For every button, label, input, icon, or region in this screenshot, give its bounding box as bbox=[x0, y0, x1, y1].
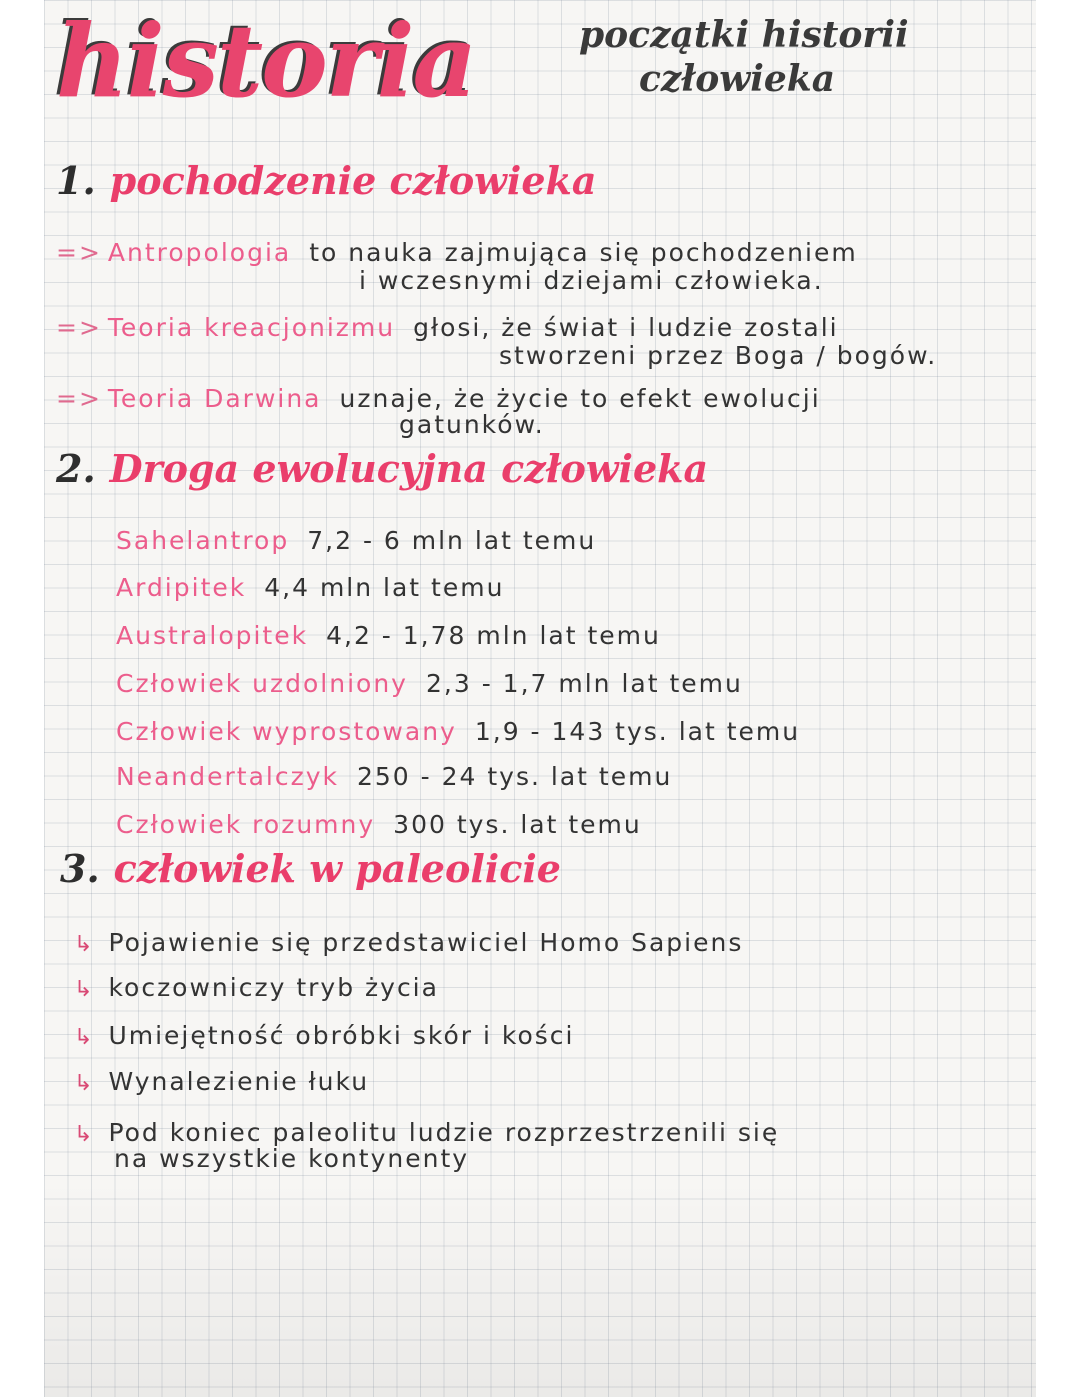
list-item bbox=[74, 1021, 574, 1050]
section-1-number: 1. bbox=[56, 158, 96, 203]
evolution-item bbox=[116, 669, 743, 698]
section-3-number: 3. bbox=[60, 846, 100, 891]
evolution-item bbox=[116, 717, 800, 746]
arrow-icon: => bbox=[56, 384, 102, 413]
definition-text-line-1: głosi, że świat i ludzie zostali bbox=[413, 313, 839, 342]
definition-term: Teoria kreacjonizmu bbox=[107, 313, 396, 342]
definition-text-line-1: uznaje, że życie to efekt ewolucji bbox=[339, 384, 821, 413]
arrow-icon: ↳ bbox=[74, 1122, 95, 1147]
species-time: 7,2 - 6 mln lat temu bbox=[307, 526, 597, 555]
arrow-icon: ↳ bbox=[74, 977, 95, 1002]
evolution-item bbox=[116, 762, 672, 791]
list-item-text-line-1: Pod koniec paleolitu ludzie rozprzestrzenili się bbox=[108, 1118, 780, 1147]
arrow-icon: ↳ bbox=[74, 1025, 95, 1050]
definition-text-line-1: to nauka zajmująca się pochodzeniem bbox=[309, 238, 858, 267]
evolution-item bbox=[116, 810, 642, 839]
arrow-icon: => bbox=[56, 313, 102, 342]
species-time: 1,9 - 143 tys. lat temu bbox=[474, 717, 801, 746]
species-name: Sahelantrop bbox=[116, 526, 290, 555]
subtitle-line-2: człowieka bbox=[639, 58, 836, 100]
definition-term: Teoria Darwina bbox=[107, 384, 322, 413]
definition-item bbox=[56, 238, 858, 267]
species-time: 4,2 - 1,78 mln lat temu bbox=[326, 621, 661, 650]
arrow-icon: => bbox=[56, 238, 102, 267]
definition-item bbox=[56, 313, 839, 342]
section-2-number: 2. bbox=[56, 446, 96, 491]
list-item-text-line-2: na wszystkie kontynenty bbox=[114, 1144, 470, 1173]
species-name: Człowiek wyprostowany bbox=[116, 717, 457, 746]
species-name: Ardipitek bbox=[116, 573, 247, 602]
section-2-title: Droga ewolucyjna człowieka bbox=[109, 446, 709, 491]
arrow-icon: ↳ bbox=[74, 1071, 95, 1096]
list-item-text: Wynalezienie łuku bbox=[108, 1067, 370, 1096]
list-item bbox=[74, 1067, 369, 1096]
list-item-text: koczowniczy tryb życia bbox=[108, 973, 439, 1002]
page-title: historia bbox=[56, 2, 476, 120]
species-name: Australopitek bbox=[116, 621, 309, 650]
species-name: Człowiek uzdolniony bbox=[116, 669, 408, 698]
list-item-text: Pojawienie się przedstawiciel Homo Sapiens bbox=[108, 928, 744, 957]
section-1-heading bbox=[56, 158, 596, 203]
species-time: 2,3 - 1,7 mln lat temu bbox=[425, 669, 743, 698]
definition-text-line-2: stworzeni przez Boga / bogów. bbox=[499, 341, 938, 370]
species-name: Człowiek rozumny bbox=[116, 810, 376, 839]
notebook-page bbox=[44, 0, 1036, 1397]
evolution-item bbox=[116, 573, 504, 602]
section-3-title: człowiek w paleolicie bbox=[113, 846, 561, 891]
definition-term: Antropologia bbox=[107, 238, 292, 267]
list-item-text: Umiejętność obróbki skór i kości bbox=[108, 1021, 575, 1050]
list-item bbox=[74, 973, 439, 1002]
evolution-item bbox=[116, 526, 596, 555]
species-time: 250 - 24 tys. lat temu bbox=[356, 762, 673, 791]
species-time: 300 tys. lat temu bbox=[393, 810, 642, 839]
list-item bbox=[74, 928, 743, 957]
paper-shadow bbox=[44, 1180, 1036, 1397]
arrow-icon: ↳ bbox=[74, 932, 95, 957]
evolution-item bbox=[116, 621, 661, 650]
species-name: Neandertalczyk bbox=[116, 762, 339, 791]
section-2-heading bbox=[56, 446, 708, 491]
subtitle-line-1: początki historii bbox=[579, 14, 909, 56]
section-1-title: pochodzenie człowieka bbox=[109, 158, 597, 203]
list-item bbox=[74, 1118, 779, 1147]
species-time: 4,4 mln lat temu bbox=[264, 573, 505, 602]
definition-item bbox=[56, 384, 821, 413]
definition-text-line-2: i wczesnymi dziejami człowieka. bbox=[359, 266, 824, 295]
definition-text-line-2: gatunków. bbox=[399, 410, 545, 439]
section-3-heading bbox=[60, 846, 561, 891]
